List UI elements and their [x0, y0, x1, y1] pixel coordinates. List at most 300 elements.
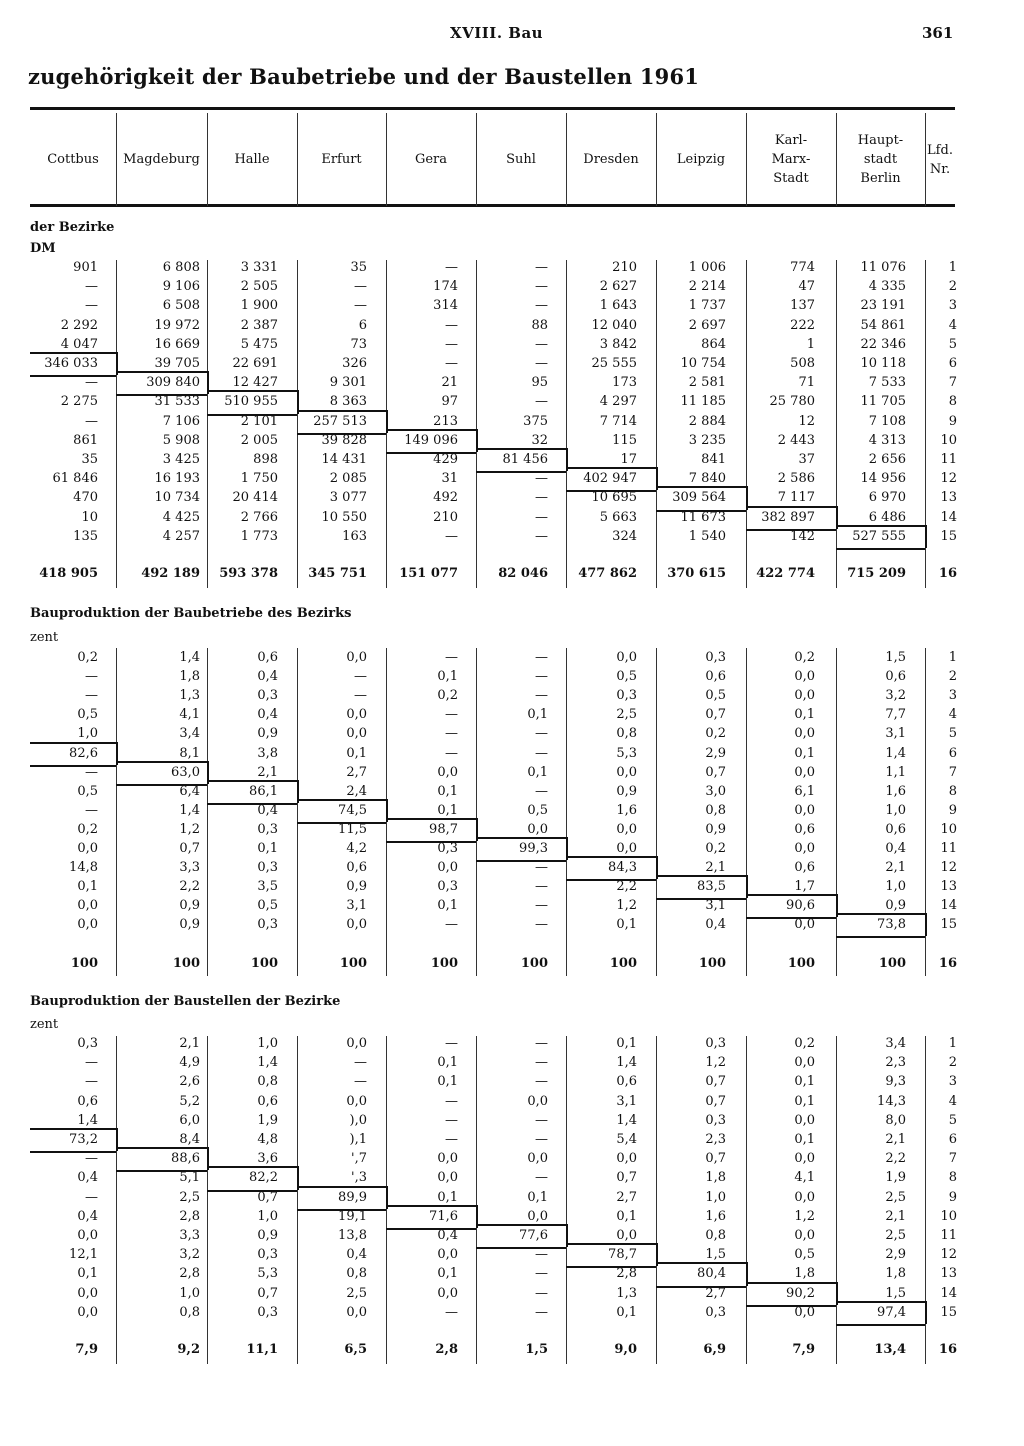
column-divider [207, 113, 208, 206]
table-cell: 10 550 [321, 509, 367, 525]
table-cell: 35 [81, 452, 98, 467]
total-cell: 100 [339, 956, 367, 971]
section-title: Bauproduktion der Baustellen der Bezirke [30, 994, 341, 1009]
table-cell: 1,9 [257, 1112, 278, 1128]
table-cell: 2,7 [616, 1189, 637, 1205]
table-cell: 3,3 [179, 860, 200, 876]
table-cell: 2,1 [705, 860, 726, 876]
table-cell: 0,3 [437, 841, 458, 856]
table-cell: 0,0 [346, 650, 367, 665]
table-cell: — [445, 336, 458, 352]
row-number: 14 [940, 509, 957, 525]
table-cell: 0,7 [616, 1170, 637, 1186]
row-number: 9 [948, 1189, 957, 1205]
section-title: Bauproduktion der Baubetriebe des Bezirks [30, 606, 352, 621]
total-cell: 100 [70, 956, 98, 971]
table-cell: 0,1 [794, 1132, 815, 1147]
column-header: Erfurt [321, 152, 362, 167]
table-cell: 17 [620, 452, 637, 467]
row-number: 10 [940, 432, 957, 448]
table-cell: 0,2 [77, 650, 98, 665]
table-cell: 0,1 [437, 1189, 458, 1205]
table-cell: 0,6 [885, 821, 906, 837]
table-cell: — [535, 898, 548, 914]
table-cell: 3 842 [599, 336, 637, 352]
total-cell: 9,2 [177, 1342, 200, 1357]
row-number: 9 [948, 802, 957, 818]
table-cell: 0,0 [616, 764, 637, 780]
table-cell: 0,0 [346, 707, 367, 723]
table-cell: 0,0 [346, 1304, 367, 1320]
table-cell: 0,3 [705, 1036, 726, 1051]
table-cell: 0,2 [794, 650, 815, 665]
table-cell: 2 581 [688, 375, 726, 391]
table-cell: — [354, 1055, 367, 1071]
table-cell: 0,1 [77, 879, 98, 895]
table-cell: 0,0 [77, 841, 98, 856]
total-cell: 100 [430, 956, 458, 971]
table-cell: 14,8 [69, 860, 98, 876]
table-cell: 25 780 [769, 394, 815, 410]
table-cell: 0,0 [794, 688, 815, 704]
table-cell: 210 [612, 260, 637, 275]
table-cell: 74,5 [338, 802, 367, 818]
table-cell: — [445, 1304, 458, 1320]
table-cell: 2 214 [688, 279, 726, 295]
table-cell: 0,9 [179, 917, 200, 933]
table-cell: 0,4 [346, 1247, 367, 1263]
column-divider [116, 113, 117, 206]
table-cell: — [535, 1074, 548, 1090]
row-number: 13 [940, 879, 957, 895]
row-number: 15 [940, 528, 957, 544]
table-cell: 8,1 [179, 745, 200, 761]
table-cell: 173 [612, 375, 637, 391]
table-cell: ),0 [349, 1112, 367, 1128]
table-cell: 2,3 [705, 1132, 726, 1147]
table-cell: 2,2 [885, 1151, 906, 1167]
table-cell: 4,1 [179, 707, 200, 723]
table-cell: 73,2 [69, 1132, 98, 1147]
table-cell: 0,6 [257, 1093, 278, 1109]
table-cell: 1,4 [179, 802, 200, 818]
table-cell: 0,7 [257, 1189, 278, 1205]
table-cell: 901 [73, 260, 98, 275]
section-unit: zent [30, 630, 59, 645]
table-cell: 0,7 [705, 1093, 726, 1109]
table-cell: 99,3 [519, 841, 548, 856]
table-cell: — [445, 356, 458, 371]
table-cell: 1,0 [77, 726, 98, 742]
table-cell: 2,1 [885, 1132, 906, 1147]
table-cell: 1,0 [257, 1208, 278, 1224]
table-cell: 25 555 [591, 356, 637, 371]
table-cell: 309 564 [672, 490, 726, 506]
table-cell: 6 970 [868, 490, 906, 506]
table-cell: 1,8 [179, 669, 200, 685]
table-cell: — [354, 1074, 367, 1090]
diagonal-highlight [116, 761, 207, 786]
table-cell: 2,8 [179, 1266, 200, 1282]
total-cell: 6,5 [344, 1342, 367, 1357]
total-cell: 7,9 [75, 1342, 98, 1357]
table-cell: 3,0 [705, 783, 726, 799]
total-cell: 492 189 [141, 566, 200, 581]
row-number: 11 [940, 452, 957, 467]
table-cell: 5 475 [240, 336, 278, 352]
row-number: 13 [940, 490, 957, 506]
table-cell: 1,4 [179, 650, 200, 665]
column-divider [656, 113, 657, 206]
table-cell: 88,6 [171, 1151, 200, 1167]
table-cell: 0,0 [616, 821, 637, 837]
table-cell: — [535, 879, 548, 895]
table-cell: 0,0 [527, 1093, 548, 1109]
table-cell: 1,5 [705, 1247, 726, 1263]
table-cell: 31 533 [154, 394, 200, 410]
table-cell: 0,0 [77, 1285, 98, 1301]
table-cell: 774 [790, 260, 815, 275]
table-cell: 142 [790, 528, 815, 544]
table-cell: — [535, 917, 548, 933]
table-cell: 0,9 [257, 1228, 278, 1243]
table-cell: 492 [433, 490, 458, 506]
row-number: 3 [948, 1074, 957, 1090]
table-cell: 864 [701, 336, 726, 352]
table-cell: 861 [73, 432, 98, 448]
column-header: Leipzig [676, 152, 726, 167]
table-cell: 12 427 [232, 375, 278, 391]
column-divider [925, 113, 926, 206]
table-cell: 3,8 [257, 745, 278, 761]
table-cell: 1 773 [240, 528, 278, 544]
table-cell: 6 486 [868, 509, 906, 525]
table-cell: 0,0 [437, 1151, 458, 1167]
table-cell: 0,9 [257, 726, 278, 742]
table-cell: 0,9 [179, 898, 200, 914]
table-cell: 16 193 [154, 471, 200, 487]
row-number: 14 [940, 898, 957, 914]
table-cell: 2,6 [179, 1074, 200, 1090]
diagonal-highlight [207, 390, 297, 415]
table-cell: 83,5 [697, 879, 726, 895]
diagonal-highlight [30, 1128, 116, 1153]
table-cell: 2,2 [179, 879, 200, 895]
top-rule [30, 107, 955, 110]
table-cell: — [354, 669, 367, 685]
table-cell: — [354, 688, 367, 704]
page-title: zugehörigkeit der Baubetriebe und der Baustellen 1961 [28, 64, 700, 89]
table-cell: 137 [790, 298, 815, 314]
row-number: 8 [948, 394, 957, 410]
table-cell: — [445, 260, 458, 275]
table-cell: ',7 [351, 1151, 367, 1167]
diagonal-highlight [386, 429, 476, 454]
column-header: Halle [234, 152, 270, 167]
table-cell: 1,4 [616, 1055, 637, 1071]
table-cell: 19,1 [338, 1208, 367, 1224]
table-cell: 0,6 [794, 860, 815, 876]
table-cell: 10 118 [860, 356, 906, 371]
table-cell: 0,7 [257, 1285, 278, 1301]
diagonal-highlight [836, 913, 925, 938]
table-cell: 382 897 [761, 509, 815, 525]
table-cell: 1,8 [794, 1266, 815, 1282]
row-number: 11 [940, 1228, 957, 1243]
table-cell: ',3 [351, 1170, 367, 1186]
table-cell: — [445, 726, 458, 742]
table-cell: 0,0 [77, 1304, 98, 1320]
diagonal-highlight [207, 780, 297, 805]
table-cell: 4 047 [60, 336, 98, 352]
row-number: 3 [948, 688, 957, 704]
total-cell: 100 [787, 956, 815, 971]
table-cell: 11,5 [338, 821, 367, 837]
table-cell: — [535, 1036, 548, 1051]
table-cell: 7 106 [162, 413, 200, 429]
table-cell: 1,8 [705, 1170, 726, 1186]
diagonal-highlight [656, 486, 746, 511]
row-number: 1 [948, 260, 957, 275]
table-cell: 0,0 [616, 1228, 637, 1243]
table-cell: 898 [253, 452, 278, 467]
table-cell: 89,9 [338, 1189, 367, 1205]
table-cell: 0,3 [77, 1036, 98, 1051]
table-cell: — [535, 1304, 548, 1320]
table-cell: — [85, 279, 98, 295]
table-cell: 0,4 [257, 707, 278, 723]
table-cell: 1,2 [616, 898, 637, 914]
table-cell: 2,2 [616, 879, 637, 895]
table-cell: 2,8 [179, 1208, 200, 1224]
table-cell: 0,4 [885, 841, 906, 856]
table-cell: 86,1 [249, 783, 278, 799]
table-cell: — [85, 1189, 98, 1205]
table-cell: 6,4 [179, 783, 200, 799]
table-cell: 3,5 [257, 879, 278, 895]
table-cell: 4,8 [257, 1132, 278, 1147]
table-cell: 0,3 [705, 1112, 726, 1128]
row-number: 15 [940, 917, 957, 933]
table-cell: — [354, 298, 367, 314]
table-cell: 5 908 [162, 432, 200, 448]
table-cell: 7 533 [868, 375, 906, 391]
row-number: 16 [938, 1342, 957, 1357]
table-cell: 14 431 [321, 452, 367, 467]
row-number: 7 [948, 764, 957, 780]
diagonal-highlight [116, 1147, 207, 1172]
table-cell: 3,1 [885, 726, 906, 742]
table-cell: 6 808 [162, 260, 200, 275]
table-cell: 0,1 [437, 1266, 458, 1282]
table-cell: — [535, 688, 548, 704]
table-cell: 0,1 [346, 745, 367, 761]
table-cell: 2,3 [885, 1055, 906, 1071]
table-cell: 0,7 [705, 707, 726, 723]
table-cell: 7 714 [599, 413, 637, 429]
column-rule [116, 1036, 117, 1364]
table-cell: 0,0 [346, 917, 367, 933]
table-cell: 841 [701, 452, 726, 467]
total-cell: 2,8 [435, 1342, 458, 1357]
table-cell: — [445, 650, 458, 665]
table-cell: 1,3 [179, 688, 200, 704]
table-cell: 3,6 [257, 1151, 278, 1167]
table-cell: 0,8 [257, 1074, 278, 1090]
row-number: 8 [948, 783, 957, 799]
diagonal-highlight [746, 894, 836, 919]
table-cell: 0,0 [794, 802, 815, 818]
table-cell: 4,9 [179, 1055, 200, 1071]
table-cell: 0,0 [794, 841, 815, 856]
total-cell: 100 [172, 956, 200, 971]
table-cell: 0,0 [794, 1055, 815, 1071]
table-cell: 0,0 [616, 1151, 637, 1167]
diagonal-highlight [476, 1224, 566, 1249]
table-cell: 0,1 [794, 707, 815, 723]
table-cell: — [85, 764, 98, 780]
table-cell: 0,0 [794, 1228, 815, 1243]
table-cell: 0,0 [77, 1228, 98, 1243]
table-cell: 0,0 [77, 917, 98, 933]
table-cell: 3,1 [705, 898, 726, 914]
table-cell: 0,1 [437, 898, 458, 914]
table-cell: 2 101 [240, 413, 278, 429]
row-number: 8 [948, 1170, 957, 1186]
table-cell: 0,3 [257, 860, 278, 876]
diagonal-highlight [30, 352, 116, 377]
table-cell: 0,0 [794, 1112, 815, 1128]
table-cell: 81 456 [502, 452, 548, 467]
table-cell: 1 [806, 336, 815, 352]
total-cell: 100 [609, 956, 637, 971]
table-cell: 0,6 [705, 669, 726, 685]
table-cell: 0,4 [77, 1170, 98, 1186]
table-cell: 0,8 [346, 1266, 367, 1282]
table-cell: 21 [441, 375, 458, 391]
table-cell: 9,3 [885, 1074, 906, 1090]
table-cell: 0,0 [437, 764, 458, 780]
table-cell: 97,4 [877, 1304, 906, 1320]
row-number: 4 [948, 317, 957, 333]
table-cell: — [445, 1132, 458, 1147]
table-cell: 4 257 [162, 528, 200, 544]
table-cell: 1,6 [705, 1208, 726, 1224]
diagonal-highlight [566, 467, 656, 492]
total-cell: 100 [878, 956, 906, 971]
row-number: 11 [940, 841, 957, 856]
row-number: 4 [948, 707, 957, 723]
table-cell: 0,6 [794, 821, 815, 837]
table-cell: 0,0 [794, 1189, 815, 1205]
table-cell: 2,1 [885, 1208, 906, 1224]
table-cell: 3,2 [179, 1247, 200, 1263]
table-cell: 3,3 [179, 1228, 200, 1243]
row-number: 2 [948, 1055, 957, 1071]
table-cell: — [535, 1055, 548, 1071]
table-cell: 7,7 [885, 707, 906, 723]
table-cell: 95 [531, 375, 548, 391]
table-cell: 0,3 [705, 1304, 726, 1320]
table-cell: 84,3 [608, 860, 637, 876]
table-cell: 1,0 [705, 1189, 726, 1205]
table-cell: 0,4 [705, 917, 726, 933]
total-cell: 100 [520, 956, 548, 971]
table-cell: 0,0 [527, 1151, 548, 1167]
table-cell: 5 663 [599, 509, 637, 525]
table-cell: 135 [73, 528, 98, 544]
table-cell: 0,0 [346, 1036, 367, 1051]
diagonal-highlight [746, 506, 836, 531]
table-cell: ),1 [349, 1132, 367, 1147]
table-cell: 0,6 [616, 1074, 637, 1090]
total-cell: 422 774 [756, 566, 815, 581]
table-cell: 0,5 [77, 783, 98, 799]
table-cell: 2,4 [346, 783, 367, 799]
table-cell: — [535, 279, 548, 295]
table-cell: 0,1 [527, 1189, 548, 1205]
column-divider [836, 113, 837, 206]
table-cell: 6 508 [162, 298, 200, 314]
table-cell: 1,4 [257, 1055, 278, 1071]
table-cell: 429 [433, 452, 458, 467]
table-cell: 32 [531, 432, 548, 448]
column-divider [746, 113, 747, 206]
table-cell: — [445, 917, 458, 933]
table-cell: — [535, 336, 548, 352]
total-cell: 715 209 [847, 566, 906, 581]
table-cell: 39 828 [321, 432, 367, 448]
table-cell: 1,5 [885, 650, 906, 665]
row-number: 5 [948, 1112, 957, 1128]
table-cell: — [535, 1266, 548, 1282]
row-number: 7 [948, 375, 957, 391]
table-cell: 11 185 [680, 394, 726, 410]
diagonal-highlight [746, 1282, 836, 1307]
table-cell: 0,4 [257, 802, 278, 818]
table-cell: 4 425 [162, 509, 200, 525]
table-cell: 0,9 [616, 783, 637, 799]
table-cell: 0,1 [77, 1266, 98, 1282]
table-cell: 7 840 [688, 471, 726, 487]
table-cell: 54 861 [860, 317, 906, 333]
table-cell: — [85, 688, 98, 704]
table-cell: 0,6 [257, 650, 278, 665]
table-cell: 6,0 [179, 1112, 200, 1128]
table-cell: 1,2 [705, 1055, 726, 1071]
row-number: 6 [948, 1132, 957, 1147]
table-cell: 10 734 [154, 490, 200, 506]
table-cell: 0,1 [527, 707, 548, 723]
table-cell: 0,0 [437, 860, 458, 876]
table-cell: 2,5 [346, 1285, 367, 1301]
table-cell: — [445, 745, 458, 761]
diagonal-highlight [297, 799, 386, 824]
table-cell: 1 643 [599, 298, 637, 314]
table-cell: 11 076 [860, 260, 906, 275]
row-number: 6 [948, 745, 957, 761]
table-cell: 0,3 [616, 688, 637, 704]
table-cell: 77,6 [519, 1228, 548, 1243]
diagonal-highlight [116, 371, 207, 396]
table-cell: 346 033 [44, 356, 98, 371]
diagonal-highlight [297, 1186, 386, 1211]
table-cell: 2,9 [885, 1247, 906, 1263]
table-cell: 2 884 [688, 413, 726, 429]
column-header: Karl- Marx- Stadt [771, 133, 811, 186]
table-cell: 2 627 [599, 279, 637, 295]
table-cell: 5,4 [616, 1132, 637, 1147]
